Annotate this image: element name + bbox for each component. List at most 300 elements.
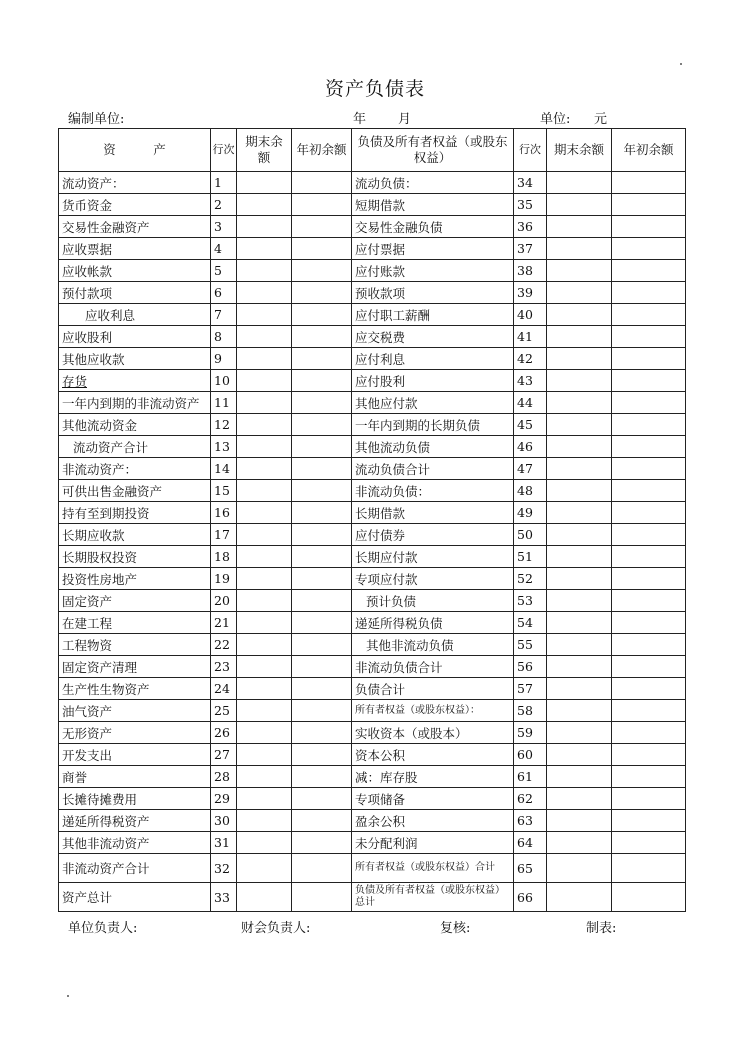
liability-name-text: 短期借款: [355, 197, 406, 213]
signature-line: [68, 917, 628, 935]
asset-end-balance-cell[interactable]: [237, 282, 292, 304]
liability-end-balance-cell[interactable]: [547, 282, 612, 304]
liability-end-balance-cell[interactable]: [547, 612, 612, 634]
liability-begin-balance-cell[interactable]: [612, 392, 686, 414]
liability-name-text: 应付账款: [355, 263, 406, 279]
asset-end-balance-cell[interactable]: [237, 216, 292, 238]
liability-name-cell: [352, 854, 514, 883]
asset-line-no-text: 2: [214, 197, 222, 212]
liability-end-balance-cell[interactable]: [547, 810, 612, 832]
liability-begin-balance-cell[interactable]: [612, 766, 686, 788]
liability-name-cell: [352, 524, 514, 546]
liability-begin-balance-cell[interactable]: [612, 854, 686, 883]
liability-name-cell: [352, 634, 514, 656]
asset-begin-balance-cell[interactable]: [292, 722, 352, 744]
asset-name-text: 递延所得税资产: [62, 813, 150, 829]
asset-begin-balance-cell[interactable]: [292, 788, 352, 810]
asset-begin-balance-cell[interactable]: [292, 480, 352, 502]
asset-line-no-cell: [211, 172, 237, 194]
liability-line-no-text: 62: [517, 791, 533, 806]
liability-begin-balance-cell[interactable]: [612, 304, 686, 326]
asset-line-no-cell: [211, 810, 237, 832]
liability-name-cell: [352, 656, 514, 678]
asset-end-balance-cell[interactable]: [237, 502, 292, 524]
liability-end-balance-cell[interactable]: [547, 216, 612, 238]
table-row: [59, 436, 686, 458]
liability-begin-balance-cell[interactable]: [612, 656, 686, 678]
liability-name-cell: [352, 590, 514, 612]
asset-name-text: 流动资产合计: [73, 439, 149, 455]
asset-name-text: 长期股权投资: [62, 549, 138, 565]
asset-line-no-text: 16: [214, 505, 230, 520]
asset-name-text: 应收帐款: [62, 263, 113, 279]
asset-name-text: 应收利息: [85, 307, 136, 323]
asset-end-balance-cell[interactable]: [237, 678, 292, 700]
liability-end-balance-cell[interactable]: [547, 568, 612, 590]
liability-name-text: 专项应付款: [355, 571, 418, 587]
liability-end-balance-cell[interactable]: [547, 436, 612, 458]
asset-name-text: 开发支出: [62, 747, 113, 763]
asset-line-no-text: 12: [214, 417, 230, 432]
liability-name-text: 应付股利: [355, 373, 406, 389]
liability-begin-balance-cell[interactable]: [612, 238, 686, 260]
asset-begin-balance-cell[interactable]: [292, 883, 352, 912]
asset-end-balance-cell[interactable]: [237, 458, 292, 480]
asset-begin-balance-cell[interactable]: [292, 634, 352, 656]
asset-line-no-text: 30: [214, 813, 230, 828]
asset-line-no-cell: [211, 678, 237, 700]
asset-name-text: 可供出售金融资产: [62, 483, 163, 499]
liability-begin-balance-cell[interactable]: [612, 810, 686, 832]
asset-name-text: 工程物资: [62, 637, 113, 653]
liability-name-text: 其他流动负债: [355, 439, 431, 455]
liability-line-no-text: 58: [517, 703, 533, 718]
table-row: [59, 546, 686, 568]
liability-line-no-cell: [514, 304, 547, 326]
table-row: [59, 260, 686, 282]
asset-name-cell: [59, 678, 211, 700]
asset-line-no-cell: [211, 546, 237, 568]
liability-line-no-cell: [514, 216, 547, 238]
asset-name-cell: [59, 216, 211, 238]
liability-line-no-cell: [514, 656, 547, 678]
asset-end-balance-cell[interactable]: [237, 788, 292, 810]
liability-line-no-cell: [514, 568, 547, 590]
asset-line-no-text: 7: [214, 307, 222, 322]
liability-name-cell: [352, 832, 514, 854]
liability-end-balance-cell[interactable]: [547, 194, 612, 216]
asset-begin-balance-cell[interactable]: [292, 744, 352, 766]
table-row: [59, 678, 686, 700]
asset-end-balance-cell[interactable]: [237, 172, 292, 194]
liability-end-balance-cell[interactable]: [547, 678, 612, 700]
asset-name-text: 应收股利: [62, 329, 113, 345]
asset-begin-balance-cell[interactable]: [292, 700, 352, 722]
asset-begin-balance-cell[interactable]: [292, 260, 352, 282]
liability-name-text: 长期借款: [355, 505, 406, 521]
liability-name-cell: [352, 678, 514, 700]
liability-end-balance-cell[interactable]: [547, 700, 612, 722]
liability-name-text: 应付债券: [355, 527, 406, 543]
asset-end-balance-cell[interactable]: [237, 546, 292, 568]
liability-begin-balance-cell[interactable]: [612, 282, 686, 304]
asset-name-cell: [59, 502, 211, 524]
asset-begin-balance-cell[interactable]: [292, 568, 352, 590]
asset-begin-balance-cell[interactable]: [292, 238, 352, 260]
liability-line-no-cell: [514, 744, 547, 766]
asset-end-balance-cell[interactable]: [237, 414, 292, 436]
liability-begin-balance-cell[interactable]: [612, 678, 686, 700]
liability-name-cell: [352, 216, 514, 238]
liability-name-cell: [352, 414, 514, 436]
asset-line-no-text: 31: [214, 835, 230, 850]
liability-name-cell: [352, 502, 514, 524]
asset-begin-balance-cell[interactable]: [292, 282, 352, 304]
liability-end-balance-cell[interactable]: [547, 304, 612, 326]
asset-end-balance-cell[interactable]: [237, 634, 292, 656]
liability-end-balance-cell[interactable]: [547, 656, 612, 678]
asset-begin-balance-cell[interactable]: [292, 216, 352, 238]
liabilities-header: 负债及所有者权益（或股东权益）: [352, 129, 514, 172]
liability-begin-balance-cell[interactable]: [612, 634, 686, 656]
liability-begin-balance-cell[interactable]: [612, 260, 686, 282]
liability-line-no-cell: [514, 634, 547, 656]
asset-begin-balance-cell[interactable]: [292, 612, 352, 634]
asset-line-no-cell: [211, 458, 237, 480]
liability-line-no-cell: [514, 524, 547, 546]
asset-end-balance-cell[interactable]: [237, 744, 292, 766]
liability-end-balance-cell[interactable]: [547, 502, 612, 524]
finance-head-label: 财会负责人:: [241, 921, 311, 936]
asset-line-no-cell: [211, 656, 237, 678]
asset-begin-balance-cell[interactable]: [292, 392, 352, 414]
liability-line-no-cell: [514, 590, 547, 612]
table-row: [59, 744, 686, 766]
asset-name-text: 一年内到期的非流动资产: [62, 395, 200, 411]
liability-name-text: 减：库存股: [355, 769, 418, 785]
liability-begin-balance-cell[interactable]: [612, 172, 686, 194]
liability-name-cell: [352, 883, 514, 912]
table-row: [59, 326, 686, 348]
liability-name-cell: [352, 260, 514, 282]
liability-end-balance-cell[interactable]: [547, 370, 612, 392]
asset-name-cell: [59, 282, 211, 304]
liability-name-cell: [352, 326, 514, 348]
liability-begin-balance-cell[interactable]: [612, 458, 686, 480]
liability-begin-balance-cell[interactable]: [612, 348, 686, 370]
liability-begin-balance-cell[interactable]: [612, 326, 686, 348]
liability-end-balance-cell[interactable]: [547, 546, 612, 568]
liability-end-balance-cell[interactable]: [547, 883, 612, 912]
asset-name-text: 其他流动资金: [62, 417, 138, 433]
liability-end-balance-cell[interactable]: [547, 744, 612, 766]
asset-begin-balance-cell[interactable]: [292, 810, 352, 832]
liability-begin-balance-cell[interactable]: [612, 883, 686, 912]
begin-balance-header: 年初余额: [292, 129, 352, 172]
liability-line-no-cell: [514, 502, 547, 524]
asset-line-no-text: 10: [214, 373, 230, 388]
asset-name-cell: [59, 524, 211, 546]
liability-name-text: 交易性金融负债: [355, 219, 443, 235]
liability-begin-balance-cell[interactable]: [612, 700, 686, 722]
liability-begin-balance-cell[interactable]: [612, 788, 686, 810]
asset-line-no-text: 19: [214, 571, 230, 586]
asset-end-balance-cell[interactable]: [237, 524, 292, 546]
asset-line-no-text: 8: [214, 329, 222, 344]
asset-line-no-text: 4: [214, 241, 222, 256]
liability-line-no-text: 42: [517, 351, 533, 366]
liability-begin-balance-cell[interactable]: [612, 590, 686, 612]
asset-begin-balance-cell[interactable]: [292, 524, 352, 546]
asset-line-no-cell: [211, 883, 237, 912]
liability-line-no-text: 40: [517, 307, 533, 322]
liability-line-no-cell: [514, 612, 547, 634]
liability-begin-balance-cell[interactable]: [612, 524, 686, 546]
liability-name-cell: [352, 480, 514, 502]
liability-line-no-cell: [514, 700, 547, 722]
liability-begin-balance-cell[interactable]: [612, 744, 686, 766]
asset-begin-balance-cell[interactable]: [292, 194, 352, 216]
liability-name-text: 一年内到期的长期负债: [355, 417, 481, 433]
liability-begin-balance-cell[interactable]: [612, 480, 686, 502]
liability-begin-balance-cell[interactable]: [612, 612, 686, 634]
asset-line-no-cell: [211, 414, 237, 436]
liability-end-balance-cell[interactable]: [547, 480, 612, 502]
asset-begin-balance-cell[interactable]: [292, 304, 352, 326]
liability-end-balance-cell[interactable]: [547, 348, 612, 370]
liability-begin-balance-cell[interactable]: [612, 502, 686, 524]
asset-line-no-text: 22: [214, 637, 230, 652]
asset-name-text: 流动资产：: [62, 175, 125, 191]
liability-end-balance-cell[interactable]: [547, 524, 612, 546]
asset-line-no-text: 6: [214, 285, 222, 300]
liability-line-no-cell: [514, 722, 547, 744]
liability-name-cell: [352, 722, 514, 744]
asset-name-text: 无形资产: [62, 725, 113, 741]
liability-name-cell: [352, 744, 514, 766]
table-row: [59, 568, 686, 590]
asset-end-balance-cell[interactable]: [237, 480, 292, 502]
asset-begin-balance-cell[interactable]: [292, 172, 352, 194]
asset-name-text: 持有至到期投资: [62, 505, 150, 521]
asset-name-cell: [59, 854, 211, 883]
liability-end-balance-cell[interactable]: [547, 326, 612, 348]
liability-name-cell: [352, 370, 514, 392]
liability-name-text: 盈余公积: [355, 813, 406, 829]
liability-line-no-text: 37: [517, 241, 533, 256]
liability-begin-balance-cell[interactable]: [612, 722, 686, 744]
asset-line-no-cell: [211, 216, 237, 238]
asset-line-no-text: 29: [214, 791, 230, 806]
asset-end-balance-cell[interactable]: [237, 656, 292, 678]
asset-line-no-cell: [211, 348, 237, 370]
table-row: [59, 392, 686, 414]
table-row: [59, 524, 686, 546]
asset-begin-balance-cell[interactable]: [292, 436, 352, 458]
asset-name-cell: [59, 722, 211, 744]
liability-end-balance-cell[interactable]: [547, 260, 612, 282]
asset-line-no-text: 18: [214, 549, 230, 564]
asset-line-no-cell: [211, 854, 237, 883]
asset-end-balance-cell[interactable]: [237, 590, 292, 612]
asset-end-balance-cell[interactable]: [237, 194, 292, 216]
corner-dot-bottom: [67, 995, 69, 997]
asset-end-balance-cell[interactable]: [237, 370, 292, 392]
liability-line-no-text: 61: [517, 769, 533, 784]
table-header-row: [59, 129, 686, 172]
asset-name-cell: [59, 832, 211, 854]
asset-end-balance-cell[interactable]: [237, 766, 292, 788]
asset-line-no-cell: [211, 744, 237, 766]
asset-line-no-cell: [211, 326, 237, 348]
asset-line-no-text: 1: [214, 175, 222, 190]
liability-end-balance-cell[interactable]: [547, 392, 612, 414]
table-row: [59, 238, 686, 260]
liability-line-no-text: 38: [517, 263, 533, 278]
liability-line-no-cell: [514, 678, 547, 700]
liability-begin-balance-cell[interactable]: [612, 216, 686, 238]
liability-end-balance-cell[interactable]: [547, 832, 612, 854]
asset-name-cell: [59, 744, 211, 766]
end-balance-header-2: 期末余额: [547, 129, 612, 172]
liability-name-cell: [352, 766, 514, 788]
liability-end-balance-cell[interactable]: [547, 766, 612, 788]
asset-end-balance-cell[interactable]: [237, 700, 292, 722]
liability-name-text: 应付职工薪酬: [355, 307, 431, 323]
asset-begin-balance-cell[interactable]: [292, 502, 352, 524]
asset-line-no-text: 33: [214, 889, 230, 905]
asset-end-balance-cell[interactable]: [237, 612, 292, 634]
liability-end-balance-cell[interactable]: [547, 458, 612, 480]
liability-line-no-text: 63: [517, 813, 533, 828]
asset-line-no-cell: [211, 502, 237, 524]
asset-name-text: 在建工程: [62, 615, 113, 631]
asset-begin-balance-cell[interactable]: [292, 348, 352, 370]
asset-end-balance-cell[interactable]: [237, 436, 292, 458]
asset-line-no-text: 15: [214, 483, 230, 498]
asset-name-cell: [59, 392, 211, 414]
asset-begin-balance-cell[interactable]: [292, 854, 352, 883]
asset-begin-balance-cell[interactable]: [292, 414, 352, 436]
asset-begin-balance-cell[interactable]: [292, 766, 352, 788]
table-row: [59, 634, 686, 656]
liability-name-cell: [352, 238, 514, 260]
asset-begin-balance-cell[interactable]: [292, 832, 352, 854]
liability-begin-balance-cell[interactable]: [612, 436, 686, 458]
table-row: [59, 788, 686, 810]
asset-line-no-text: 23: [214, 659, 230, 674]
asset-begin-balance-cell[interactable]: [292, 370, 352, 392]
liability-end-balance-cell[interactable]: [547, 172, 612, 194]
liability-name-cell: [352, 546, 514, 568]
end-balance-header: 期末余额: [237, 129, 292, 172]
asset-end-balance-cell[interactable]: [237, 854, 292, 883]
asset-line-no-cell: [211, 194, 237, 216]
liability-end-balance-cell[interactable]: [547, 634, 612, 656]
asset-begin-balance-cell[interactable]: [292, 326, 352, 348]
table-row: [59, 590, 686, 612]
balance-sheet-table: [58, 128, 686, 912]
liability-name-text: 应交税费: [355, 329, 406, 345]
asset-begin-balance-cell[interactable]: [292, 546, 352, 568]
asset-begin-balance-cell[interactable]: [292, 458, 352, 480]
liability-end-balance-cell[interactable]: [547, 788, 612, 810]
asset-name-cell: [59, 326, 211, 348]
asset-end-balance-cell[interactable]: [237, 348, 292, 370]
liability-line-no-cell: [514, 883, 547, 912]
liability-name-text: 所有者权益（或股东权益）合计: [355, 862, 495, 873]
liability-begin-balance-cell[interactable]: [612, 546, 686, 568]
liability-line-no-text: 34: [517, 175, 533, 190]
asset-name-text: 存货: [62, 373, 88, 389]
liability-line-no-cell: [514, 348, 547, 370]
liability-end-balance-cell[interactable]: [547, 854, 612, 883]
table-row: [59, 832, 686, 854]
liability-begin-balance-cell[interactable]: [612, 194, 686, 216]
year-label: 年: [353, 112, 367, 127]
table-row: [59, 414, 686, 436]
asset-begin-balance-cell[interactable]: [292, 656, 352, 678]
asset-end-balance-cell[interactable]: [237, 392, 292, 414]
liability-name-cell: [352, 194, 514, 216]
liability-begin-balance-cell[interactable]: [612, 414, 686, 436]
asset-name-cell: [59, 172, 211, 194]
asset-end-balance-cell[interactable]: [237, 568, 292, 590]
asset-name-cell: [59, 194, 211, 216]
table-row: [59, 348, 686, 370]
liability-end-balance-cell[interactable]: [547, 238, 612, 260]
liability-name-text: 流动负债：: [355, 175, 418, 191]
asset-line-no-cell: [211, 304, 237, 326]
asset-begin-balance-cell[interactable]: [292, 678, 352, 700]
liability-end-balance-cell[interactable]: [547, 590, 612, 612]
liability-begin-balance-cell[interactable]: [612, 568, 686, 590]
liability-end-balance-cell[interactable]: [547, 414, 612, 436]
table-row: [59, 700, 686, 722]
liability-line-no-cell: [514, 788, 547, 810]
asset-end-balance-cell[interactable]: [237, 326, 292, 348]
liability-name-cell: [352, 700, 514, 722]
liability-line-no-cell: [514, 458, 547, 480]
asset-line-no-text: 24: [214, 681, 230, 696]
table-row: [59, 172, 686, 194]
liability-name-cell: [352, 436, 514, 458]
liability-name-text: 其他应付款: [355, 395, 418, 411]
liability-begin-balance-cell[interactable]: [612, 370, 686, 392]
asset-end-balance-cell[interactable]: [237, 304, 292, 326]
liability-begin-balance-cell[interactable]: [612, 832, 686, 854]
liability-name-cell: [352, 458, 514, 480]
liability-line-no-text: 52: [517, 571, 533, 586]
asset-name-cell: [59, 304, 211, 326]
asset-end-balance-cell[interactable]: [237, 810, 292, 832]
asset-end-balance-cell[interactable]: [237, 722, 292, 744]
line-no-header: 行次: [211, 129, 237, 172]
asset-end-balance-cell[interactable]: [237, 883, 292, 912]
asset-line-no-cell: [211, 260, 237, 282]
liability-name-text: 预收款项: [355, 285, 406, 301]
asset-name-text: 非流动资产合计: [62, 861, 150, 876]
liability-end-balance-cell[interactable]: [547, 722, 612, 744]
asset-name-cell: [59, 238, 211, 260]
asset-name-text: 非流动资产：: [62, 461, 138, 477]
asset-line-no-text: 27: [214, 747, 230, 762]
liability-name-text: 应付利息: [355, 351, 406, 367]
asset-begin-balance-cell[interactable]: [292, 590, 352, 612]
asset-end-balance-cell[interactable]: [237, 238, 292, 260]
asset-end-balance-cell[interactable]: [237, 260, 292, 282]
asset-end-balance-cell[interactable]: [237, 832, 292, 854]
